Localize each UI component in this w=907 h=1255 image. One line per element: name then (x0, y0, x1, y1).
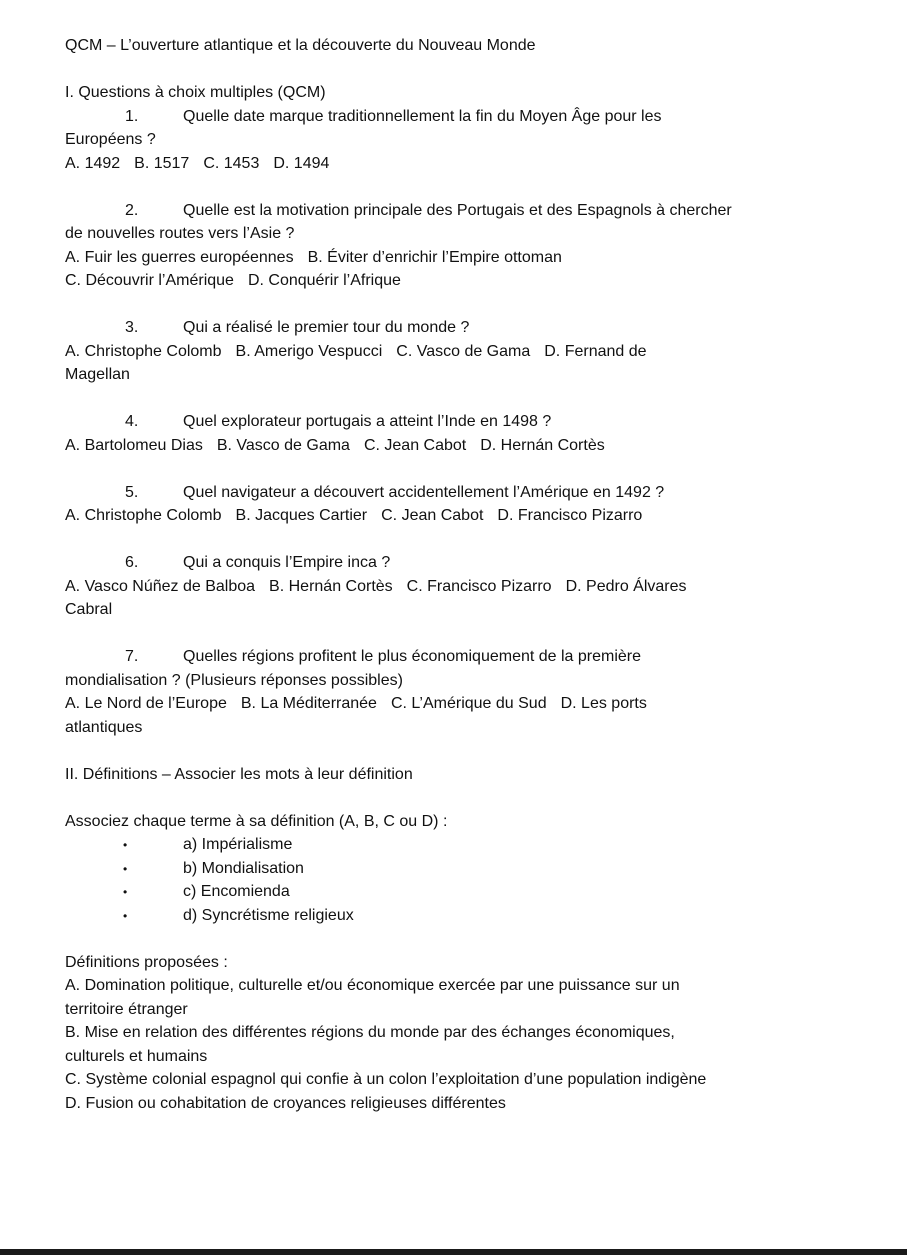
choices-line (65, 434, 845, 458)
choices-line (65, 692, 845, 716)
answer-choice: A. Christophe Colomb (65, 342, 222, 360)
term-label: b) Mondialisation (183, 859, 304, 877)
answer-choice: B. Vasco de Gama (216, 436, 350, 454)
answer-choice: B. Hernán Cortès (269, 577, 393, 595)
question-line (65, 645, 845, 669)
question-number: 5. (125, 483, 139, 501)
answer-choice: atlantiques (65, 718, 143, 736)
answer-choice: Cabral (65, 601, 113, 618)
question-number: 6. (125, 554, 139, 571)
question-text: Quelle date marque traditionnellement la fin du Moyen Âge pour les (183, 107, 662, 125)
bottom-edge-bar (0, 1249, 907, 1255)
question-line (65, 410, 845, 434)
question-text-continued: mondialisation ? (Plusieurs réponses possibles) (65, 671, 403, 689)
answer-choice: B. Amerigo Vespucci (235, 342, 383, 360)
question-line (65, 105, 845, 129)
choices-line (65, 575, 845, 599)
spacer (65, 457, 845, 481)
answer-choice: C. Jean Cabot (363, 436, 467, 454)
answer-choice: A. Le Nord de l’Europe (65, 695, 227, 712)
document-title: QCM – L’ouverture atlantique et la découverte du Nouveau Monde (65, 37, 536, 54)
answer-choice: Magellan (65, 366, 130, 383)
term-item (123, 904, 845, 928)
spacer (65, 387, 845, 411)
spacer (65, 739, 845, 763)
answer-choice: C. Vasco de Gama (396, 342, 531, 360)
definition-line: C. Système colonial espagnol qui confie à un colon l’exploitation d’une population indigène (65, 1071, 707, 1088)
term-label: d) Syncrétisme religieux (183, 906, 354, 924)
term-item (123, 880, 845, 904)
question-line (65, 199, 845, 223)
spacer (65, 528, 845, 552)
bullet-icon: • (123, 838, 128, 852)
answer-choice: A. 1492 (65, 154, 121, 172)
question-text-continued: de nouvelles routes vers l’Asie ? (65, 225, 295, 242)
answer-choice: B. 1517 (134, 154, 190, 172)
answer-choice: D. Conquérir l’Afrique (247, 272, 401, 289)
question-text: Quel explorateur portugais a atteint l’Inde en 1498 ? (183, 413, 552, 430)
answer-choice: D. 1494 (273, 154, 330, 172)
definition-line: A. Domination politique, culturelle et/ou économique exercée par une puissance sur un (65, 977, 680, 994)
answer-choice: D. Hernán Cortès (480, 436, 605, 454)
definitions-heading: Définitions proposées : (65, 953, 228, 971)
definition-line: B. Mise en relation des différentes régions du monde par des échanges économiques, (65, 1024, 675, 1041)
answer-choice: B. Jacques Cartier (235, 507, 368, 524)
term-list (65, 833, 845, 927)
answer-choice: C. 1453 (203, 154, 260, 172)
term-label: c) Encomienda (183, 883, 290, 900)
question-block (65, 316, 845, 410)
answer-choice: C. Jean Cabot (381, 507, 484, 524)
question-block (65, 410, 845, 481)
choices-line (65, 598, 845, 622)
section1-heading: I. Questions à choix multiples (QCM) (65, 84, 326, 101)
question-line (65, 551, 845, 575)
spacer (65, 175, 845, 199)
answer-choice: D. Pedro Álvares (565, 577, 687, 595)
answer-choice: A. Vasco Núñez de Balboa (65, 577, 256, 595)
question-text: Quelle est la motivation principale des Portugais et des Espagnols à chercher (183, 201, 732, 219)
choices-line (65, 246, 845, 270)
question-number: 3. (125, 319, 139, 336)
term-label: a) Impérialisme (183, 836, 293, 853)
answer-choice: A. Fuir les guerres européennes (65, 248, 294, 266)
section2-heading: II. Définitions – Associer les mots à leur définition (65, 765, 413, 783)
question-list (65, 105, 845, 763)
association-instruction: Associez chaque terme à sa définition (A, B, C ou D) : (65, 812, 448, 830)
choices-line (65, 152, 845, 176)
answer-choice: D. Francisco Pizarro (497, 507, 643, 524)
definition-line: culturels et humains (65, 1047, 208, 1065)
choices-line (65, 269, 845, 293)
answer-choice: C. Découvrir l’Amérique (65, 272, 234, 289)
answer-choice: D. Les ports (560, 695, 647, 712)
choices-line (65, 716, 845, 740)
definition-line: D. Fusion ou cohabitation de croyances religieuses différentes (65, 1094, 506, 1112)
answer-choice: D. Fernand de (544, 342, 647, 360)
answer-choice: C. Francisco Pizarro (406, 577, 552, 595)
question-number: 1. (125, 107, 139, 125)
question-line (65, 316, 845, 340)
question-text-continued: Européens ? (65, 131, 156, 148)
question-number: 2. (125, 201, 139, 219)
answer-choice: B. Éviter d’enrichir l’Empire ottoman (307, 248, 562, 266)
answer-choice: C. L’Amérique du Sud (390, 695, 547, 712)
question-block (65, 105, 845, 199)
answer-choice: A. Bartolomeu Dias (65, 436, 203, 454)
definition-line: territoire étranger (65, 1000, 188, 1018)
question-text: Qui a conquis l’Empire inca ? (183, 554, 391, 571)
definition-list (65, 974, 845, 1115)
spacer (65, 293, 845, 317)
choices-line (65, 504, 845, 528)
answer-choice: B. La Méditerranée (240, 695, 377, 712)
question-block (65, 481, 845, 552)
bullet-icon: • (123, 885, 128, 899)
question-block (65, 645, 845, 763)
term-item (123, 857, 845, 881)
choices-line (65, 340, 845, 364)
term-item (123, 833, 845, 857)
question-line (65, 481, 845, 505)
question-number: 7. (125, 648, 139, 665)
question-block (65, 199, 845, 317)
question-block (65, 551, 845, 645)
spacer (65, 622, 845, 646)
question-text: Quel navigateur a découvert accidentellement l’Amérique en 1492 ? (183, 483, 665, 501)
question-number: 4. (125, 413, 139, 430)
question-text: Quelles régions profitent le plus économiquement de la première (183, 648, 642, 665)
bullet-icon: • (123, 861, 128, 876)
answer-choice: A. Christophe Colomb (65, 507, 222, 524)
document-page (65, 34, 845, 1115)
question-text: Qui a réalisé le premier tour du monde ? (183, 319, 470, 336)
choices-line (65, 363, 845, 387)
bullet-icon: • (123, 908, 128, 923)
